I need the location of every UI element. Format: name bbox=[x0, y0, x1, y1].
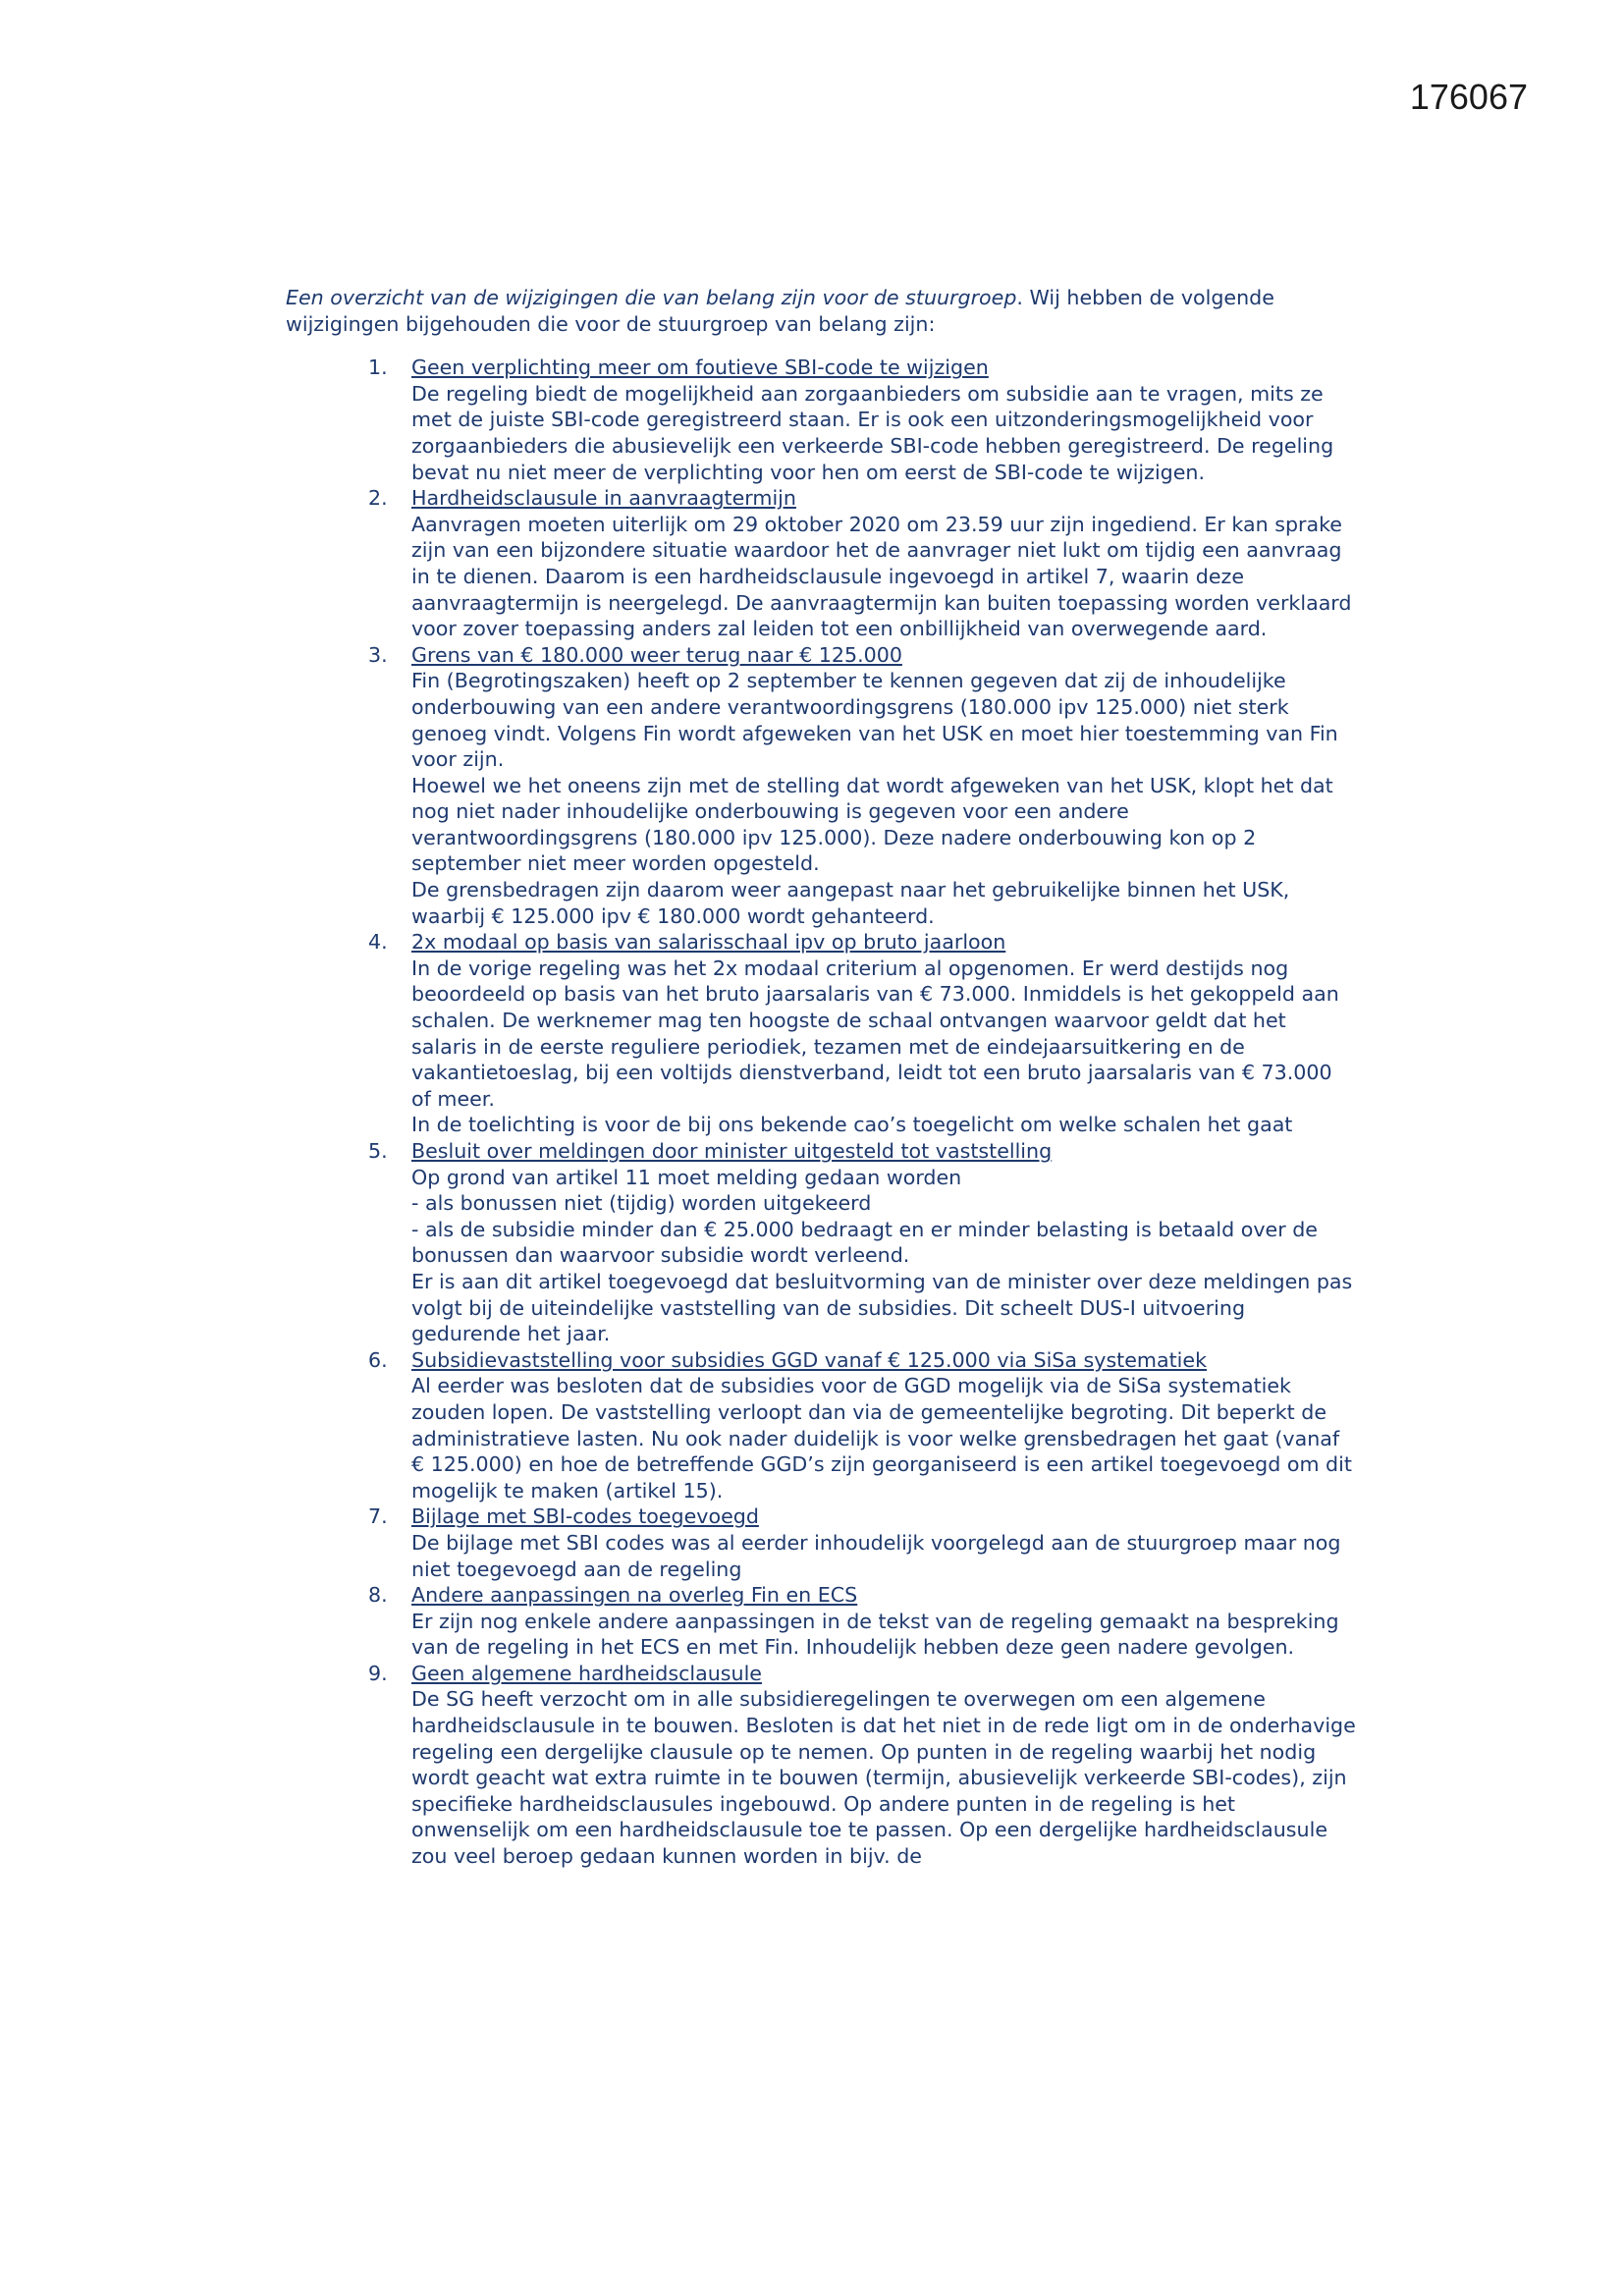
change-paragraph: Fin (Begrotingszaken) heeft op 2 september te kennen gegeven dat zij de inhoudelijke onderbouwing van een andere verantwoordingsgrens (180.000 ipv 125.000) niet sterk genoeg vindt. Volgens Fin wordt afgeweken van het USK en moet hier toestemming van Fin voor zijn. bbox=[411, 669, 1338, 772]
change-paragraph: De bijlage met SBI codes was al eerder inhoudelijk voorgelegd aan de stuurgroep maar nog niet toegevoegd aan de regeling bbox=[411, 1530, 1341, 1581]
change-number: 3. bbox=[368, 642, 388, 667]
change-item bbox=[286, 929, 1356, 1138]
change-number: 4. bbox=[368, 930, 388, 955]
document-body bbox=[286, 285, 1356, 1870]
change-number: 5. bbox=[368, 1139, 388, 1163]
change-paragraph: - als de subsidie minder dan € 25.000 bedraagt en er minder belasting is betaald over de bonussen dan waarvoor subsidie wordt verleend. bbox=[411, 1217, 1318, 1268]
change-item bbox=[286, 1138, 1356, 1347]
change-heading: Grens van € 180.000 weer terug naar € 125.000 bbox=[411, 642, 902, 667]
intro-rest: . Wij hebben de volgende wijzigingen bijgehouden die voor de stuurgroep van belang zijn: bbox=[286, 286, 1274, 336]
change-heading: Geen verplichting meer om foutieve SBI-code te wijzigen bbox=[411, 355, 989, 380]
change-number: 8. bbox=[368, 1583, 388, 1608]
change-number: 1. bbox=[368, 355, 388, 380]
change-paragraph: Hoewel we het oneens zijn met de stelling dat wordt afgeweken van het USK, klopt het dat nog niet nader inhoudelijke onderbouwing is gegeven voor een andere verantwoordingsgrens (180.000 ipv 125.000). Deze nadere onderbouwing kon op 2 september niet meer worden opgesteld. bbox=[411, 773, 1333, 876]
change-number: 9. bbox=[368, 1661, 388, 1685]
change-paragraph: Er zijn nog enkele andere aanpassingen in de tekst van de regeling gemaakt na bespreking van de regeling in het ECS en met Fin. Inhoudelijk hebben deze geen nadere gevolgen. bbox=[411, 1609, 1339, 1660]
change-item bbox=[286, 642, 1356, 930]
change-paragraph: Op grond van artikel 11 moet melding gedaan worden bbox=[411, 1165, 962, 1189]
change-number: 6. bbox=[368, 1347, 388, 1372]
change-paragraph: - als bonussen niet (tijdig) worden uitgekeerd bbox=[411, 1191, 872, 1216]
change-paragraph: Al eerder was besloten dat de subsidies voor de GGD mogelijk via de SiSa systematiek zouden lopen. De vaststelling verloopt dan via de gemeentelijke begroting. Dit beperkt de administratieve lasten. Nu ook nader duidelijk is voor welke grensbedragen het gaat (vanaf € 125.000) en hoe de betreffende GGD’s zijn georganiseerd is een artikel toegevoegd om dit mogelijk te maken (artikel 15). bbox=[411, 1374, 1352, 1503]
change-item bbox=[286, 1503, 1356, 1582]
change-heading: Geen algemene hardheidsclausule bbox=[411, 1661, 762, 1685]
change-item bbox=[286, 355, 1356, 485]
change-number: 7. bbox=[368, 1504, 388, 1529]
change-paragraph: Aanvragen moeten uiterlijk om 29 oktober 2020 om 23.59 uur zijn ingediend. Er kan sprake zijn van een bijzondere situatie waardoor het de aanvrager niet lukt om tijdig een aanvraag in te dienen. Daarom is een hardheidsclausule ingevoegd in artikel 7, waarin deze aanvraagtermijn is neergelegd. De aanvraagtermijn kan buiten toepassing worden verklaard voor zover toepassing anders zal leiden tot een onbillijkheid van overwegende aard. bbox=[411, 512, 1352, 641]
change-heading: Besluit over meldingen door minister uitgesteld tot vaststelling bbox=[411, 1139, 1053, 1163]
change-item bbox=[286, 1347, 1356, 1504]
change-heading: Bijlage met SBI-codes toegevoegd bbox=[411, 1504, 759, 1529]
change-heading: Subsidievaststelling voor subsidies GGD vanaf € 125.000 via SiSa systematiek bbox=[411, 1347, 1207, 1372]
change-heading: Andere aanpassingen na overleg Fin en ECS bbox=[411, 1583, 858, 1608]
change-item bbox=[286, 1661, 1356, 1870]
change-heading: 2x modaal op basis van salarisschaal ipv op bruto jaarloon bbox=[411, 930, 1006, 955]
change-paragraph: Er is aan dit artikel toegevoegd dat besluitvorming van de minister over deze meldingen pas volgt bij de uiteindelijke vaststelling van de subsidies. Dit scheelt DUS-I uitvoering gedurende het jaar. bbox=[411, 1269, 1353, 1346]
document-number: 176067 bbox=[1409, 77, 1528, 117]
change-paragraph: In de toelichting is voor de bij ons bekende cao’s toegelicht om welke schalen het gaat bbox=[411, 1113, 1293, 1137]
change-paragraph: De SG heeft verzocht om in alle subsidieregelingen te overwegen om een algemene hardheidsclausule in te bouwen. Besloten is dat het niet in de rede ligt om in de onderhavige regeling een dergelijke clausule op te nemen. Op punten in de regeling waarbij het nodig wordt geacht wat extra ruimte in te bouwen (termijn, abusievelijk verkeerde SBI-codes), zijn specifieke hardheidsclausules ingebouwd. Op andere punten in de regeling is het onwenselijk om een hardheidsclausule toe te passen. Op een dergelijke hardheidsclausule zou veel beroep gedaan kunnen worden in bijv. de bbox=[411, 1687, 1356, 1869]
change-heading: Hardheidsclausule in aanvraagtermijn bbox=[411, 486, 796, 511]
change-paragraph: De grensbedragen zijn daarom weer aangepast naar het gebruikelijke binnen het USK, waarbij € 125.000 ipv € 180.000 wordt gehanteerd. bbox=[411, 878, 1290, 928]
change-item bbox=[286, 1582, 1356, 1661]
change-number: 2. bbox=[368, 486, 388, 511]
change-item bbox=[286, 485, 1356, 642]
change-paragraph: De regeling biedt de mogelijkheid aan zorgaanbieders om subsidie aan te vragen, mits ze met de juiste SBI-code geregistreerd staan. Er is ook een uitzonderingsmogelijkheid voor zorgaanbieders die abusievelijk een verkeerde SBI-code hebben geregistreerd. De regeling bevat nu niet meer de verplichting voor hen om eerst de SBI-code te wijzigen. bbox=[411, 381, 1334, 484]
changes-list bbox=[286, 355, 1356, 1869]
intro-italic: Een overzicht van de wijzigingen die van belang zijn voor de stuurgroep bbox=[286, 286, 1017, 309]
change-paragraph: In de vorige regeling was het 2x modaal criterium al opgenomen. Er werd destijds nog beoordeeld op basis van het bruto jaarsalaris van € 73.000. Inmiddels is het gekoppeld aan schalen. De werknemer mag ten hoogste de schaal ontvangen waarvoor geldt dat het salaris in de eerste reguliere periodiek, tezamen met de eindejaarsuitkering en de vakantietoeslag, bij een voltijds dienstverband, leidt tot een bruto jaarsalaris van € 73.000 of meer. bbox=[411, 956, 1339, 1111]
intro-paragraph bbox=[286, 285, 1356, 337]
